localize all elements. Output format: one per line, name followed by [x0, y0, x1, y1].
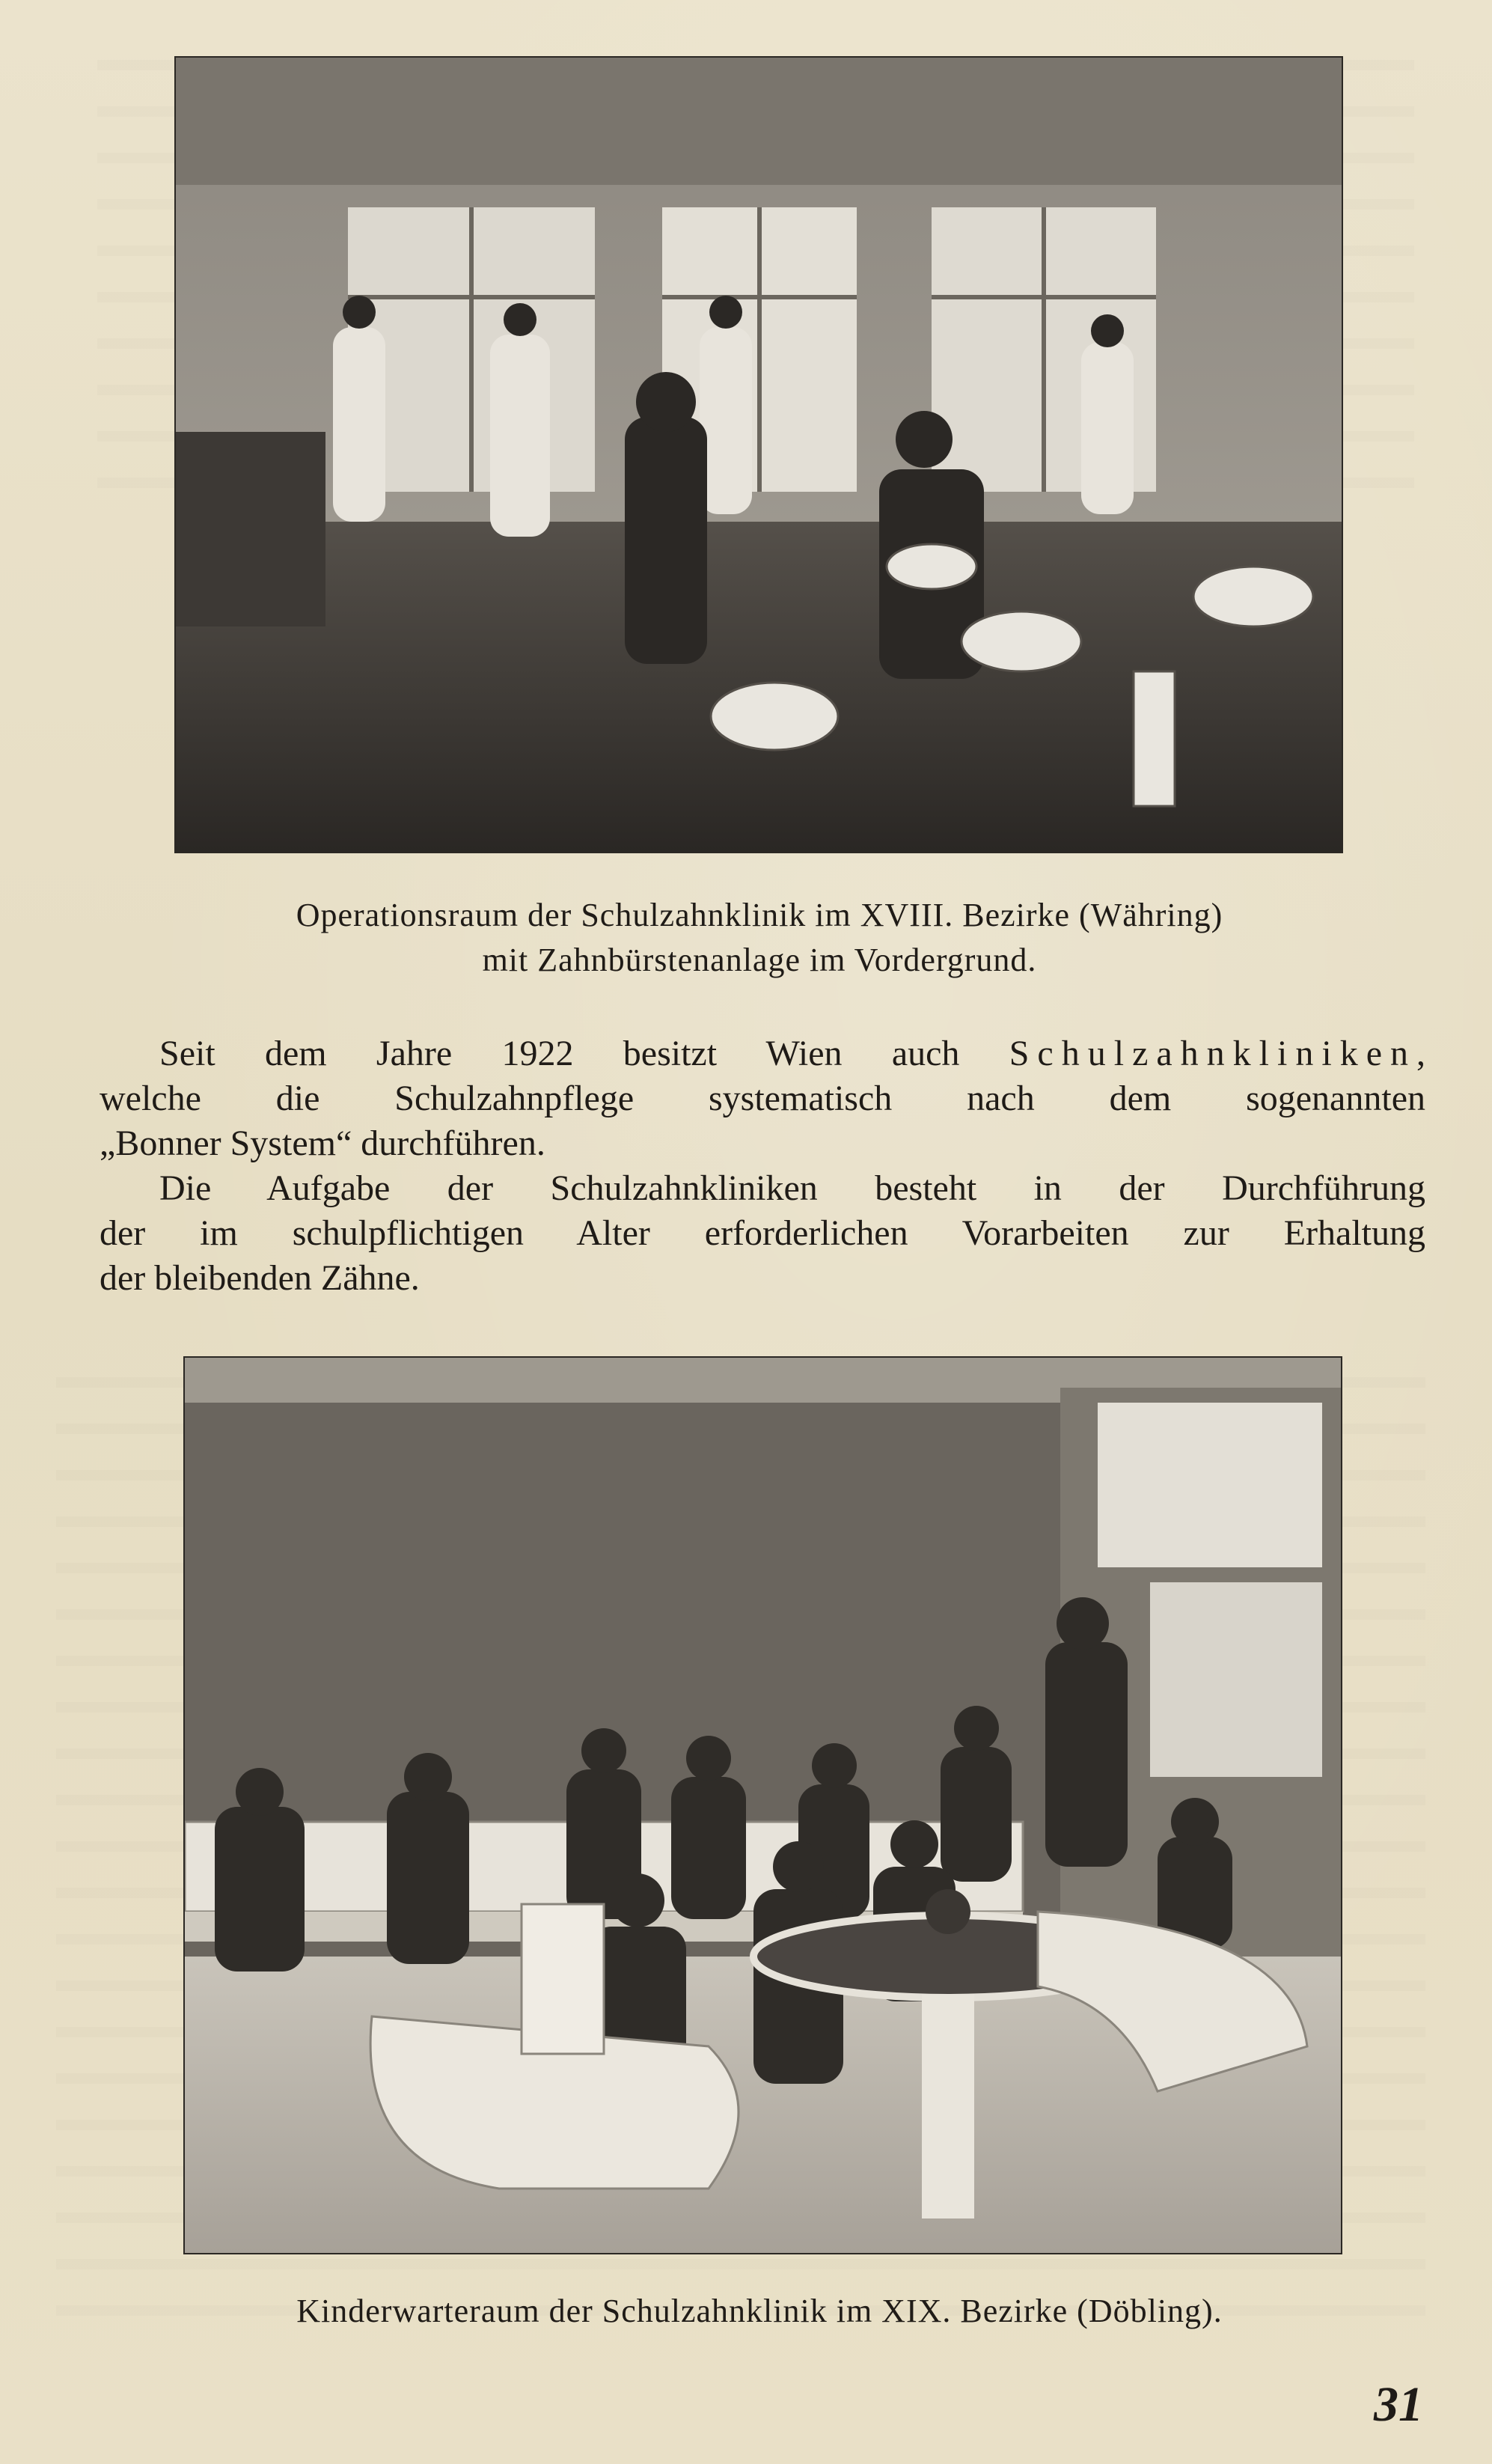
photo-operating-room — [174, 56, 1343, 853]
caption-line: Kinderwarteraum der Schulzahnklinik im XIX. Bezirke (Döbling). — [296, 2293, 1223, 2329]
text-fragment: Seit dem Jahre 1922 besitzt Wien auch — [159, 1034, 1009, 1073]
text-fragment: , — [1416, 1034, 1425, 1073]
waiting-room-image — [185, 1358, 1341, 2253]
caption-line: mit Zahnbürstenanlage im Vordergrund. — [482, 942, 1037, 978]
operating-room-image — [176, 58, 1342, 852]
text-line: der im schulpflichtigen Alter erforderlichen Vorarbeiten zur Erhaltung — [100, 1213, 1425, 1253]
text-line: Die Aufgabe der Schulzahnkliniken besteht in der Durchführung — [159, 1168, 1425, 1208]
text-line — [100, 1031, 1425, 1076]
emphasized-term: Schulzahnkliniken — [1009, 1034, 1416, 1073]
text-line: der bleibenden Zähne. — [100, 1258, 420, 1298]
figure-caption — [150, 893, 1369, 983]
paragraph — [100, 1166, 1425, 1301]
photo-waiting-room — [183, 1356, 1342, 2254]
paragraph — [100, 1031, 1425, 1166]
body-text — [100, 1031, 1425, 1301]
page-number: 31 — [1374, 2377, 1423, 2432]
caption-line: Operationsraum der Schulzahnklinik im XVIII. Bezirke (Währing) — [296, 897, 1223, 933]
text-line: „Bonner System“ durchführen. — [100, 1123, 545, 1163]
text-line: welche die Schulzahnpflege systematisch nach dem sogenannten — [100, 1079, 1425, 1118]
figure-caption — [150, 2289, 1369, 2334]
